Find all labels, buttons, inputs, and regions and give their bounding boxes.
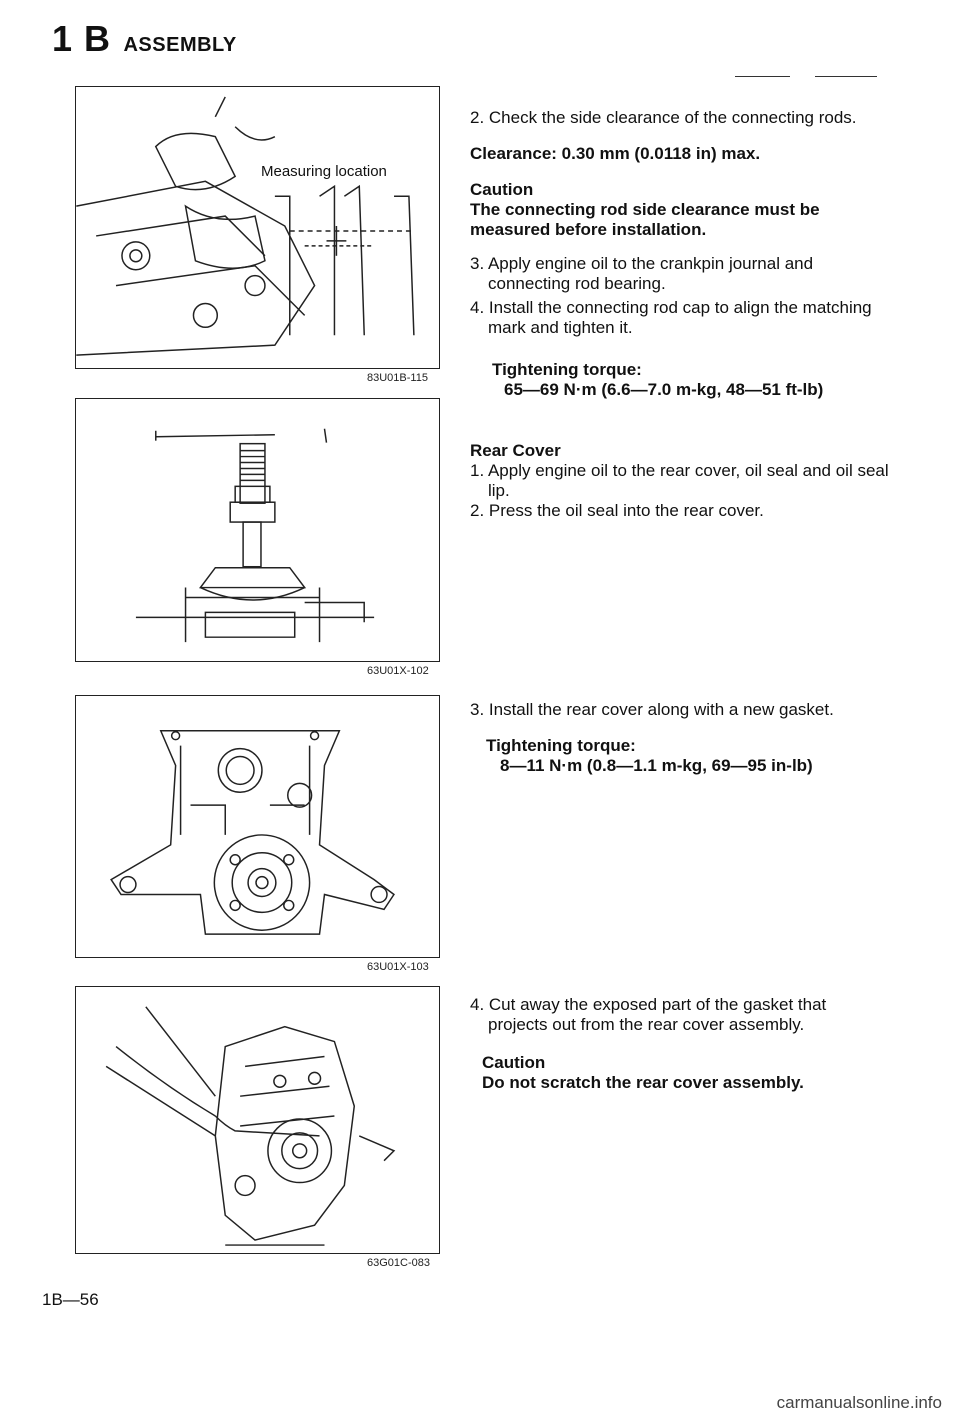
step-3-apply-oil: 3. Apply engine oil to the crankpin journal and connecting rod bearing.	[470, 254, 814, 293]
page-number: 1B—56	[42, 1290, 99, 1309]
caution-title-2: Caution	[482, 1053, 546, 1072]
step-1-apply-oil-rear: 1. Apply engine oil to the rear cover, oil seal and oil seal lip.	[470, 461, 889, 500]
rear-cover-heading: Rear Cover	[470, 441, 561, 460]
rear-cover-illustration	[76, 696, 439, 957]
rear-cover-section	[470, 441, 890, 525]
figure-code: 63U01X-103	[367, 961, 429, 973]
section-header	[52, 18, 237, 60]
caution-title: Caution	[470, 180, 534, 199]
measuring-location-label: Measuring location	[261, 163, 387, 180]
caution-text: The connecting rod side clearance must be measured before installation.	[470, 200, 820, 239]
figure-gasket-trim	[75, 986, 440, 1254]
section-number: 1 B	[52, 18, 112, 59]
step-3-install-rear-cover: 3. Install the rear cover along with a new gasket.	[470, 700, 834, 719]
step-2-press-oil-seal: 2. Press the oil seal into the rear cover.	[470, 501, 764, 520]
header-rule	[815, 76, 877, 77]
figure-oil-seal-press	[75, 398, 440, 662]
watermark: carmanualsonline.info	[776, 1393, 942, 1412]
gasket-trim-illustration	[76, 987, 439, 1253]
figure-code: 63G01C-083	[367, 1257, 430, 1269]
figure-measuring-location	[75, 86, 440, 369]
connecting-rod-measure-illustration	[76, 87, 439, 368]
oil-seal-press-illustration	[76, 399, 439, 661]
figure-code: 83U01B-115	[367, 372, 428, 384]
install-rear-cover-section	[470, 700, 890, 780]
step-4-install-cap: 4. Install the connecting rod cap to align the matching mark and tighten it.	[470, 298, 872, 337]
section-title: ASSEMBLY	[123, 34, 237, 56]
connecting-rod-section	[470, 108, 890, 404]
clearance-spec: Clearance: 0.30 mm (0.0118 in) max.	[470, 144, 761, 163]
step-2-side-clearance: 2. Check the side clearance of the connecting rods.	[470, 108, 857, 127]
cut-gasket-section	[470, 995, 890, 1097]
figure-code: 63U01X-102	[367, 665, 429, 677]
torque-title-2: Tightening torque:	[486, 736, 636, 755]
step-4-cut-gasket: 4. Cut away the exposed part of the gasket that projects out from the rear cover assembly.	[470, 995, 827, 1034]
figure-rear-cover-install	[75, 695, 440, 958]
torque-title: Tightening torque:	[492, 360, 642, 379]
torque-value: 65—69 N·m (6.6—7.0 m-kg, 48—51 ft-lb)	[504, 380, 824, 399]
torque-value-2: 8—11 N·m (0.8—1.1 m-kg, 69—95 in-lb)	[500, 756, 813, 775]
caution-text-2: Do not scratch the rear cover assembly.	[482, 1073, 804, 1092]
header-rule	[735, 76, 790, 77]
